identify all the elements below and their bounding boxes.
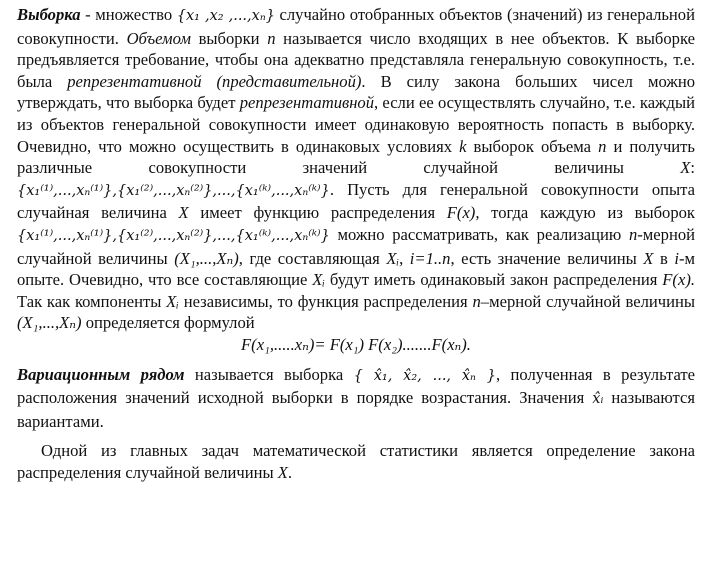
italic-text: (X₁,...,Xₙ) [174,248,239,268]
text-run: . В силу закона больших чисел можно утверждать, что выборка будет [17,71,695,113]
text-run: выборок объема [466,136,599,156]
math-expression: x̂ᵢ [592,391,604,408]
text-run: и получить различные совокупности значений случайной величины [17,136,695,178]
text-run: , если ее осуществлять случайно, т.е. каждый из объектов генеральной совокупности имеет одинаковую вероятность попасть в выборку. Очевидно, что можно осуществить в одинаковых условиях [17,93,695,156]
distribution-formula [17,334,695,356]
italic-text: i=1..n [409,248,451,268]
italic-text: F(x), [446,203,480,223]
italic-text: n [472,291,481,311]
paragraph-main-task [17,440,695,483]
text-run: тогда каждую из выборок [479,203,695,223]
text-run: , есть значение величины [450,248,644,268]
italic-text: n [598,136,607,156]
spacer [17,432,695,440]
italic-text: репрезентативной [239,93,375,113]
text-run: будут иметь одинаковый закон распределения [325,270,663,290]
text-run: определяется формулой [81,313,255,333]
italic-text: X [277,462,288,482]
italic-text: Xᵢ [386,248,400,268]
math-expression: { x̂₁, x̂₂, ..., x̂ₙ } [353,367,497,384]
defined-term: Вариационным рядом [17,364,185,384]
italic-text: F(x). [662,270,695,290]
text-run: . [287,462,293,482]
italic-text: n [628,224,638,244]
text-run: случайно отобранных объектов (значений) из генеральной совокупности. [17,5,695,48]
text-run: - множество [80,5,177,24]
paragraph-sample-definition [17,4,695,334]
italic-text: Объемом [126,28,191,48]
spacer [17,356,695,364]
text-run: называется число входящих в нее объектов. К выборке предъявляется требование, чтобы она адекватно представляла генеральную совокупность, т.е. была [17,28,695,91]
text-run: –мерной случайной величины [480,291,695,311]
italic-text: Xᵢ [312,270,326,290]
math-expression: {x₁⁽¹⁾,...,xₙ⁽¹⁾},{x₁⁽²⁾,...,xₙ⁽²⁾},...,{x₁⁽ᵏ⁾,...,xₙ⁽ᵏ⁾} [17,182,330,199]
italic-text: Xᵢ [166,291,179,311]
text-run: независимы, то функция распределения [178,291,473,311]
italic-text: X [643,248,654,268]
italic-text: (X₁,...,Xₙ) [17,313,82,333]
text-run: называется выборка [184,364,354,384]
formula-text: F(x₁,.....xₙ)= F(x₁) F(x₂).......F(xₙ). [241,334,471,354]
text-run: можно рассматривать, как реализацию [329,224,629,244]
text-run: имеет функцию распределения [188,203,447,223]
paragraph-variation-series [17,364,695,433]
math-expression: {x₁ ,x₂ ,...,xₙ} [176,8,275,24]
italic-text: k [459,136,467,156]
text-run: Так как компоненты [17,291,167,311]
italic-text: X [680,158,691,178]
italic-text: X [178,203,189,223]
math-expression: {x₁⁽¹⁾,...,xₙ⁽¹⁾},{x₁⁽²⁾,...,xₙ⁽²⁾},...,{x₁⁽ᵏ⁾,...,xₙ⁽ᵏ⁾} [17,227,330,244]
text-run: , полученная в результате расположения значений исходной выборки в порядке возрастания. Значения [17,364,696,408]
text-run: : [690,158,695,178]
italic-text: i [674,248,679,268]
italic-text: репрезентативной (представительной) [67,71,362,91]
defined-term: Выборка [17,5,81,24]
text-run: -м опыте. Очевидно, что все составляющие [17,248,696,290]
text-run: называются вариантами. [17,388,695,431]
text-run: Одной из главных задач математической статистики является определение закона распределения случайной величины [17,441,695,482]
italic-text: n [267,28,276,48]
text-run: , [399,248,410,268]
text-run: выборки [190,28,268,48]
text-run: в [653,248,675,268]
text-run: -мерной случайной величины [17,224,695,268]
text-run: . Пусть для генеральной совокупности опыта случайная величина [17,179,695,223]
text-run: , где составляющая [238,248,387,268]
